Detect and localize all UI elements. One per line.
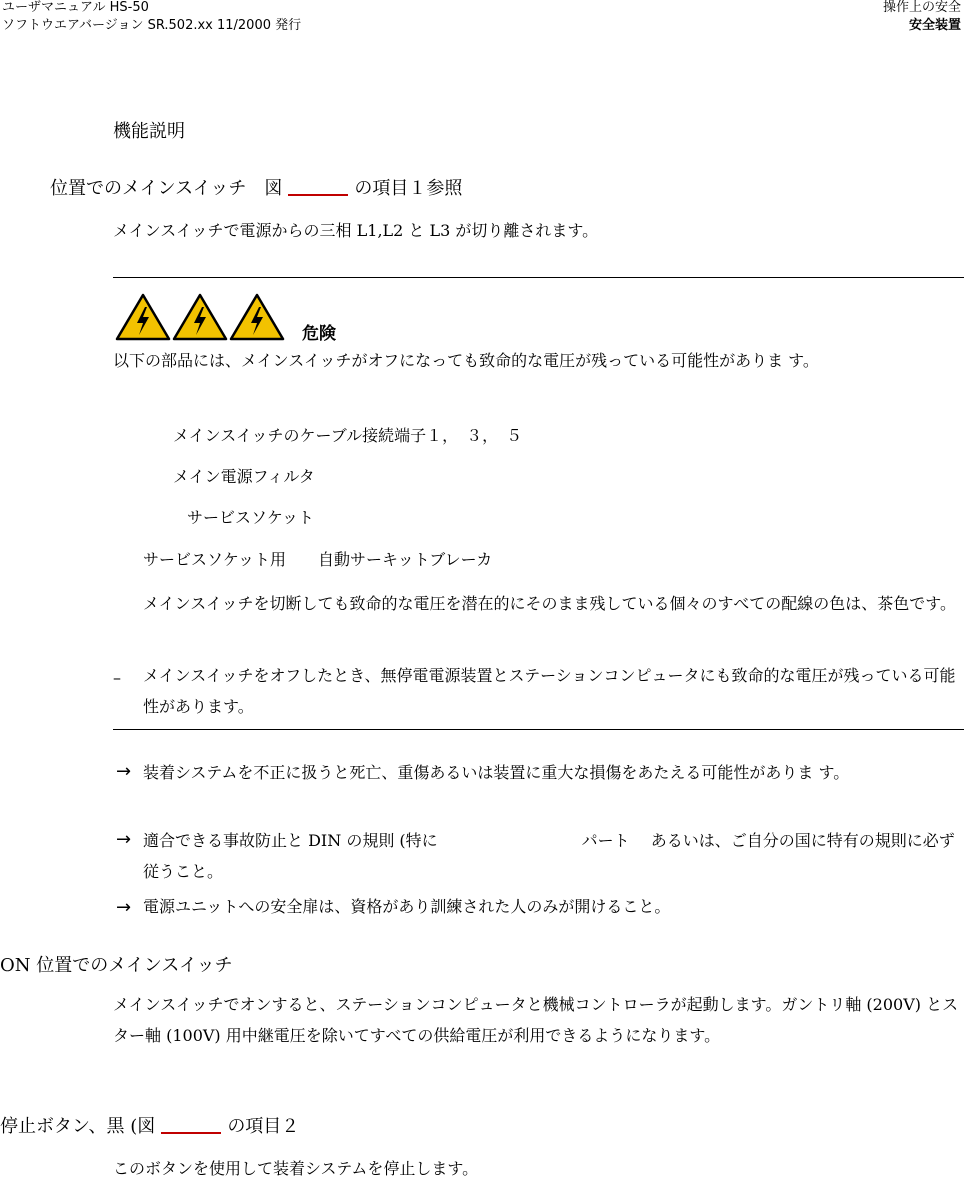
main-switch-off-text: メインスイッチで電源からの三相 L1,L2 と L3 が切り離されます。	[113, 221, 599, 240]
stop-button-text: このボタンを使用して装着システムを停止します。	[113, 1159, 479, 1178]
header-manual-title: ユーザマニュアル HS-50	[2, 0, 149, 15]
heading-text-after: の項目２	[227, 1116, 300, 1137]
divider-top	[113, 277, 964, 278]
arrow-right-icon: →	[116, 829, 132, 850]
arrow-right-icon: →	[116, 897, 132, 918]
arrow-item: 電源ユニットへの安全扉は、資格があり訓練された人のみが開けること。	[143, 897, 671, 916]
figure-reference-blank	[288, 194, 348, 196]
heading-text: 位置でのメインスイッチ 図	[50, 178, 283, 199]
main-switch-off-heading	[50, 178, 462, 200]
divider-bottom	[113, 729, 964, 730]
danger-intro: 以下の部品には、メインスイッチがオフになっても致命的な電圧が残っている可能性がありま す。	[113, 351, 819, 370]
dash-bullet: –	[113, 668, 121, 687]
main-switch-on-text: メインスイッチでオンすると、ステーションコンピュータと機械コントローラが起動します。ガントリ軸 (200V) とスター軸 (100V) 用中継電圧を除いてすべての供給電圧が利用できるようになります。	[113, 995, 959, 1045]
danger-label: 危険	[302, 324, 336, 344]
header-chapter: 操作上の安全	[882, 0, 961, 15]
ups-note: メインスイッチをオフしたとき、無停電電源装置とステーションコンピュータにも致命的な電圧が残っている可能性があります。	[143, 666, 956, 716]
header-section: 安全装置	[908, 18, 961, 33]
danger-item: サービスソケット用 自動サーキットブレーカ	[143, 550, 493, 569]
arrow-item: 適合できる事故防止と DIN の規則 (特に パート あるいは、ご自分の国に特有の規則に必ず従うこと。	[143, 831, 955, 881]
figure-reference-blank	[161, 1132, 221, 1134]
main-switch-on-heading: ON 位置でのメインスイッチ	[0, 955, 233, 976]
high-voltage-warning-icon	[172, 293, 228, 341]
high-voltage-warning-icon	[229, 293, 285, 341]
arrow-right-icon: →	[116, 761, 132, 782]
danger-item: サービスソケット	[187, 508, 315, 527]
arrow-item: 装着システムを不正に扱うと死亡、重傷あるいは装置に重大な損傷をあたえる可能性がありま す。	[143, 763, 850, 782]
header-software-version: ソフトウエアバージョン SR.502.xx 11/2000 発行	[2, 18, 302, 33]
high-voltage-warning-icon	[115, 293, 171, 341]
section-title: 機能説明	[113, 121, 185, 142]
heading-text: 停止ボタン、黒 (図	[0, 1116, 156, 1137]
heading-text-after: の項目１参照	[354, 178, 463, 199]
danger-item: メインスイッチのケーブル接続端子１， ３， ５	[173, 426, 523, 445]
danger-item: メイン電源フィルタ	[173, 467, 315, 486]
wiring-note: メインスイッチを切断しても致命的な電圧を潜在的にそのまま残している個々のすべての配線の色は、茶色です。	[143, 594, 956, 613]
stop-button-heading	[0, 1116, 299, 1138]
